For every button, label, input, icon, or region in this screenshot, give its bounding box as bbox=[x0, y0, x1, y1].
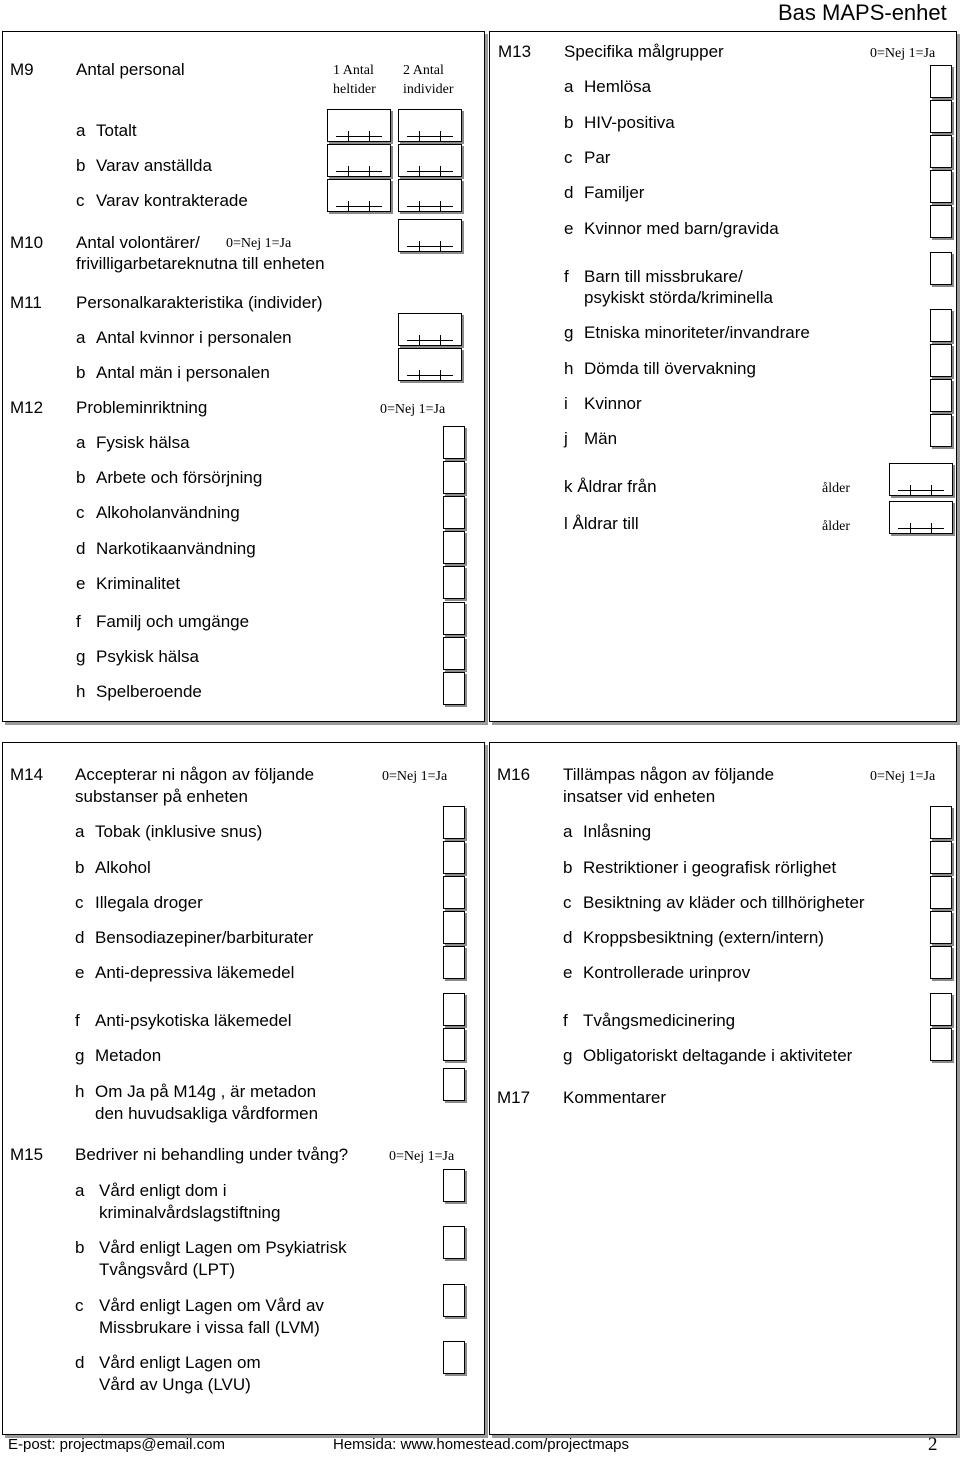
m12-familj-checkbox[interactable] bbox=[443, 602, 465, 635]
m13-item-label: Kvinnor bbox=[584, 394, 642, 413]
m15-item-label: Vård enligt dom i bbox=[99, 1181, 227, 1200]
m9-item-label: Totalt bbox=[96, 121, 137, 140]
m13-hiv-checkbox[interactable] bbox=[930, 100, 952, 133]
m15-item-label-2: Vård av Unga (LVU) bbox=[99, 1375, 251, 1394]
m13-item-letter: h bbox=[564, 359, 574, 378]
m12-item-letter: d bbox=[76, 539, 86, 558]
m13-item-label: Familjer bbox=[584, 183, 645, 202]
m13-barn-missbrukare-checkbox[interactable] bbox=[930, 252, 952, 285]
m13-kvinnor-barn-checkbox[interactable] bbox=[930, 205, 952, 238]
m17-title: Kommentarer bbox=[563, 1088, 666, 1107]
m13-age-from-field[interactable] bbox=[889, 463, 953, 496]
m14-illegala-checkbox[interactable] bbox=[443, 876, 465, 909]
m13-item-letter: c bbox=[564, 148, 573, 167]
m14-item-label: Anti-psykotiska läkemedel bbox=[95, 1011, 292, 1030]
m12-item-letter: g bbox=[76, 647, 86, 666]
m16-item-letter: f bbox=[563, 1011, 568, 1030]
footer-email: E-post: projectmaps@email.com bbox=[8, 1436, 225, 1453]
m12-arbete-checkbox[interactable] bbox=[443, 461, 465, 494]
m13-title: Specifika målgrupper bbox=[564, 42, 724, 61]
m15-item-letter: c bbox=[75, 1296, 84, 1315]
m14-item-label: Metadon bbox=[95, 1046, 162, 1065]
m13-item-letter: d bbox=[564, 183, 574, 202]
m12-item-letter: h bbox=[76, 682, 86, 701]
m9-item-letter: c bbox=[76, 191, 85, 210]
m9-item-label: Varav kontrakterade bbox=[96, 191, 248, 210]
m16-aktiviteter-checkbox[interactable] bbox=[930, 1028, 952, 1061]
m11-men-field[interactable] bbox=[398, 348, 462, 381]
m9-code: M9 bbox=[10, 60, 34, 79]
m16-item-letter: b bbox=[563, 858, 573, 877]
m16-item-letter: g bbox=[563, 1046, 573, 1065]
m14-metadon-huvudsaklig-checkbox[interactable] bbox=[443, 1068, 465, 1101]
m15-item-label-2: kriminalvårdslagstiftning bbox=[99, 1203, 281, 1222]
m16-scale-label: 0=Nej 1=Ja bbox=[870, 769, 936, 784]
m14-item-label: Om Ja på M14g , är metadon bbox=[95, 1082, 317, 1101]
m13-age-to-label: l Åldrar till bbox=[564, 514, 639, 533]
m10-volunteers-field[interactable] bbox=[398, 219, 462, 252]
m12-item-label: Narkotikaanvändning bbox=[96, 539, 256, 558]
m16-code: M16 bbox=[497, 765, 531, 784]
m16-item-label: Tvångsmedicinering bbox=[583, 1011, 736, 1030]
m14-item-letter: g bbox=[75, 1046, 85, 1065]
m12-item-label: Spelberoende bbox=[96, 682, 202, 701]
m13-item-label: Kvinnor med barn/gravida bbox=[584, 219, 779, 238]
m12-fysisk-checkbox[interactable] bbox=[443, 426, 465, 459]
m14-item-label: Alkohol bbox=[95, 858, 151, 877]
m12-psykisk-checkbox[interactable] bbox=[443, 637, 465, 670]
m16-item-label: Kontrollerade urinprov bbox=[583, 963, 751, 982]
m11-item-label: Antal kvinnor i personalen bbox=[96, 328, 292, 347]
m12-item-label: Arbete och försörjning bbox=[96, 468, 263, 487]
m14-tobak-checkbox[interactable] bbox=[443, 806, 465, 839]
m12-item-letter: f bbox=[76, 612, 81, 631]
m12-item-letter: c bbox=[76, 503, 85, 522]
m16-item-label: Obligatoriskt deltagande i aktiviteter bbox=[583, 1046, 853, 1065]
m15-dom-checkbox[interactable] bbox=[443, 1169, 465, 1202]
m9-anstallda-individer-field[interactable] bbox=[398, 144, 462, 177]
m13-man-checkbox[interactable] bbox=[930, 414, 952, 447]
m13-item-label: Par bbox=[584, 148, 611, 167]
m17-comments-area[interactable] bbox=[563, 1116, 943, 1416]
m14-alkohol-checkbox[interactable] bbox=[443, 841, 465, 874]
m12-alkohol-checkbox[interactable] bbox=[443, 496, 465, 529]
m14-item-letter: d bbox=[75, 928, 85, 947]
m12-narkotika-checkbox[interactable] bbox=[443, 531, 465, 564]
m13-code: M13 bbox=[498, 42, 532, 61]
footer-homepage: Hemsida: www.homestead.com/projectmaps bbox=[333, 1436, 629, 1453]
m9-totalt-individer-field[interactable] bbox=[398, 109, 462, 142]
m14-item-label: Bensodiazepiner/barbiturater bbox=[95, 928, 314, 947]
m11-women-field[interactable] bbox=[398, 313, 462, 346]
m13-etniska-checkbox[interactable] bbox=[930, 309, 952, 342]
m12-item-label: Kriminalitet bbox=[96, 574, 181, 593]
m9-item-letter: b bbox=[76, 156, 86, 175]
m12-item-label: Alkoholanvändning bbox=[96, 503, 240, 522]
m14-item-label: Tobak (inklusive snus) bbox=[95, 822, 263, 841]
m13-item-label-2: psykiskt störda/kriminella bbox=[584, 288, 773, 307]
page-number: 2 bbox=[928, 1434, 938, 1455]
m13-kvinnor-checkbox[interactable] bbox=[930, 379, 952, 412]
m9-item-label: Varav anställda bbox=[96, 156, 212, 175]
m15-scale-label: 0=Nej 1=Ja bbox=[389, 1149, 455, 1164]
m13-item-label: Barn till missbrukare/ bbox=[584, 267, 743, 286]
m12-title: Probleminriktning bbox=[76, 398, 208, 417]
m12-item-label: Familj och umgänge bbox=[96, 612, 250, 631]
m11-item-label: Antal män i personalen bbox=[96, 363, 270, 382]
m15-item-label-2: Missbrukare i vissa fall (LVM) bbox=[99, 1318, 320, 1337]
m15-lpt-checkbox[interactable] bbox=[443, 1226, 465, 1259]
m14-bensodiazepiner-checkbox[interactable] bbox=[443, 911, 465, 944]
m10-title-2: frivilligarbetareknutna till enheten bbox=[76, 254, 325, 273]
m13-item-letter: e bbox=[564, 219, 574, 238]
m15-lvm-checkbox[interactable] bbox=[443, 1284, 465, 1317]
m10-code: M10 bbox=[10, 233, 44, 252]
m13-item-letter: j bbox=[564, 429, 568, 448]
m15-code: M15 bbox=[10, 1145, 44, 1164]
m13-item-letter: g bbox=[564, 323, 574, 342]
m16-besiktning-checkbox[interactable] bbox=[930, 876, 952, 909]
m13-age-unit-label: ålder bbox=[822, 481, 850, 496]
m14-scale-label: 0=Nej 1=Ja bbox=[382, 769, 448, 784]
m16-title-2: insatser vid enheten bbox=[563, 787, 716, 806]
m15-item-label-2: Tvångsvård (LPT) bbox=[99, 1260, 236, 1279]
m16-item-letter: a bbox=[563, 822, 573, 841]
m15-item-label: Vård enligt Lagen om Vård av bbox=[99, 1296, 324, 1315]
m16-restriktioner-checkbox[interactable] bbox=[930, 841, 952, 874]
m16-kroppsbesiktning-checkbox[interactable] bbox=[930, 911, 952, 944]
m12-item-letter: b bbox=[76, 468, 86, 487]
m14-code: M14 bbox=[10, 765, 44, 784]
m12-item-label: Fysisk hälsa bbox=[96, 433, 190, 452]
m16-title: Tillämpas någon av följande bbox=[563, 765, 775, 784]
m12-scale-label: 0=Nej 1=Ja bbox=[380, 402, 446, 417]
m16-urinprov-checkbox[interactable] bbox=[930, 946, 952, 979]
m16-item-letter: e bbox=[563, 963, 573, 982]
m13-age-unit-label: ålder bbox=[822, 519, 850, 534]
m15-item-letter: d bbox=[75, 1353, 85, 1372]
m14-antidepressiva-checkbox[interactable] bbox=[443, 946, 465, 979]
m12-spel-checkbox[interactable] bbox=[443, 672, 465, 705]
m17-code: M17 bbox=[497, 1088, 531, 1107]
m16-inlasning-checkbox[interactable] bbox=[930, 806, 952, 839]
m14-antipsykotiska-checkbox[interactable] bbox=[443, 993, 465, 1026]
m15-item-letter: a bbox=[75, 1181, 85, 1200]
m13-hemlosa-checkbox[interactable] bbox=[930, 65, 952, 98]
m12-code: M12 bbox=[10, 398, 44, 417]
m15-lvu-checkbox[interactable] bbox=[443, 1341, 465, 1374]
m16-item-label: Kroppsbesiktning (extern/intern) bbox=[583, 928, 824, 947]
m13-item-label: HIV-positiva bbox=[584, 113, 675, 132]
m14-title: Accepterar ni någon av följande bbox=[75, 765, 315, 784]
m12-item-letter: a bbox=[76, 433, 86, 452]
m14-item-label: Illegala droger bbox=[95, 893, 203, 912]
m16-item-label: Restriktioner i geografisk rörlighet bbox=[583, 858, 837, 877]
m9-kontrakterade-heltider-field[interactable] bbox=[327, 179, 391, 212]
m13-item-letter: b bbox=[564, 113, 574, 132]
m16-item-label: Besiktning av kläder och tillhörigheter bbox=[583, 893, 865, 912]
m11-title: Personalkarakteristika (individer) bbox=[76, 293, 323, 312]
m16-tvangsmedicinering-checkbox[interactable] bbox=[930, 993, 952, 1026]
m14-item-label: Anti-depressiva läkemedel bbox=[95, 963, 295, 982]
m9-kontrakterade-individer-field[interactable] bbox=[398, 179, 462, 212]
m10-title: Antal volontärer/ bbox=[76, 233, 200, 252]
m11-item-letter: b bbox=[76, 363, 86, 382]
m9-col2-label: 2 Antal bbox=[403, 63, 444, 78]
m15-item-letter: b bbox=[75, 1238, 85, 1257]
m13-familjer-checkbox[interactable] bbox=[930, 170, 952, 203]
m9-totalt-heltider-field[interactable] bbox=[327, 109, 391, 142]
m16-item-label: Inlåsning bbox=[583, 822, 652, 841]
m15-title: Bedriver ni behandling under tvång? bbox=[75, 1145, 349, 1164]
m9-col1-label-2: heltider bbox=[333, 82, 376, 97]
m9-col1-label: 1 Antal bbox=[333, 63, 374, 78]
m13-age-to-field[interactable] bbox=[889, 501, 953, 534]
m12-kriminalitet-checkbox[interactable] bbox=[443, 566, 465, 599]
m14-item-letter: e bbox=[75, 963, 85, 982]
m14-item-letter: a bbox=[75, 822, 85, 841]
m13-item-letter: f bbox=[564, 267, 569, 286]
page-header-title: Bas MAPS-enhet bbox=[778, 0, 947, 25]
m16-item-letter: c bbox=[563, 893, 572, 912]
m13-item-label: Etniska minoriteter/invandrare bbox=[584, 323, 810, 342]
m13-domda-checkbox[interactable] bbox=[930, 344, 952, 377]
m14-item-letter: h bbox=[75, 1082, 85, 1101]
m13-age-from-label: k Åldrar från bbox=[564, 477, 657, 496]
m13-item-label: Män bbox=[584, 429, 618, 448]
m12-item-label: Psykisk hälsa bbox=[96, 647, 199, 666]
m11-item-letter: a bbox=[76, 328, 86, 347]
m13-item-label: Hemlösa bbox=[584, 77, 652, 96]
m14-item-label-2: den huvudsakliga vårdformen bbox=[95, 1104, 319, 1123]
m15-item-label: Vård enligt Lagen om bbox=[99, 1353, 261, 1372]
m14-metadon-checkbox[interactable] bbox=[443, 1028, 465, 1061]
m14-title-2: substanser på enheten bbox=[75, 787, 248, 806]
m14-item-letter: c bbox=[75, 893, 84, 912]
m16-item-letter: d bbox=[563, 928, 573, 947]
m15-item-label: Vård enligt Lagen om Psykiatrisk bbox=[99, 1238, 347, 1257]
m9-anstallda-heltider-field[interactable] bbox=[327, 144, 391, 177]
m10-scale-label: 0=Nej 1=Ja bbox=[226, 236, 292, 251]
m13-item-letter: i bbox=[564, 394, 568, 413]
m9-item-letter: a bbox=[76, 121, 86, 140]
m9-title: Antal personal bbox=[76, 60, 185, 79]
m13-item-letter: a bbox=[564, 77, 574, 96]
m13-par-checkbox[interactable] bbox=[930, 135, 952, 168]
m13-item-label: Dömda till övervakning bbox=[584, 359, 756, 378]
m13-scale-label: 0=Nej 1=Ja bbox=[870, 46, 936, 61]
m14-item-letter: b bbox=[75, 858, 85, 877]
m12-item-letter: e bbox=[76, 574, 86, 593]
m11-code: M11 bbox=[10, 293, 42, 312]
m9-col2-label-2: individer bbox=[403, 82, 454, 97]
m14-item-letter: f bbox=[75, 1011, 80, 1030]
